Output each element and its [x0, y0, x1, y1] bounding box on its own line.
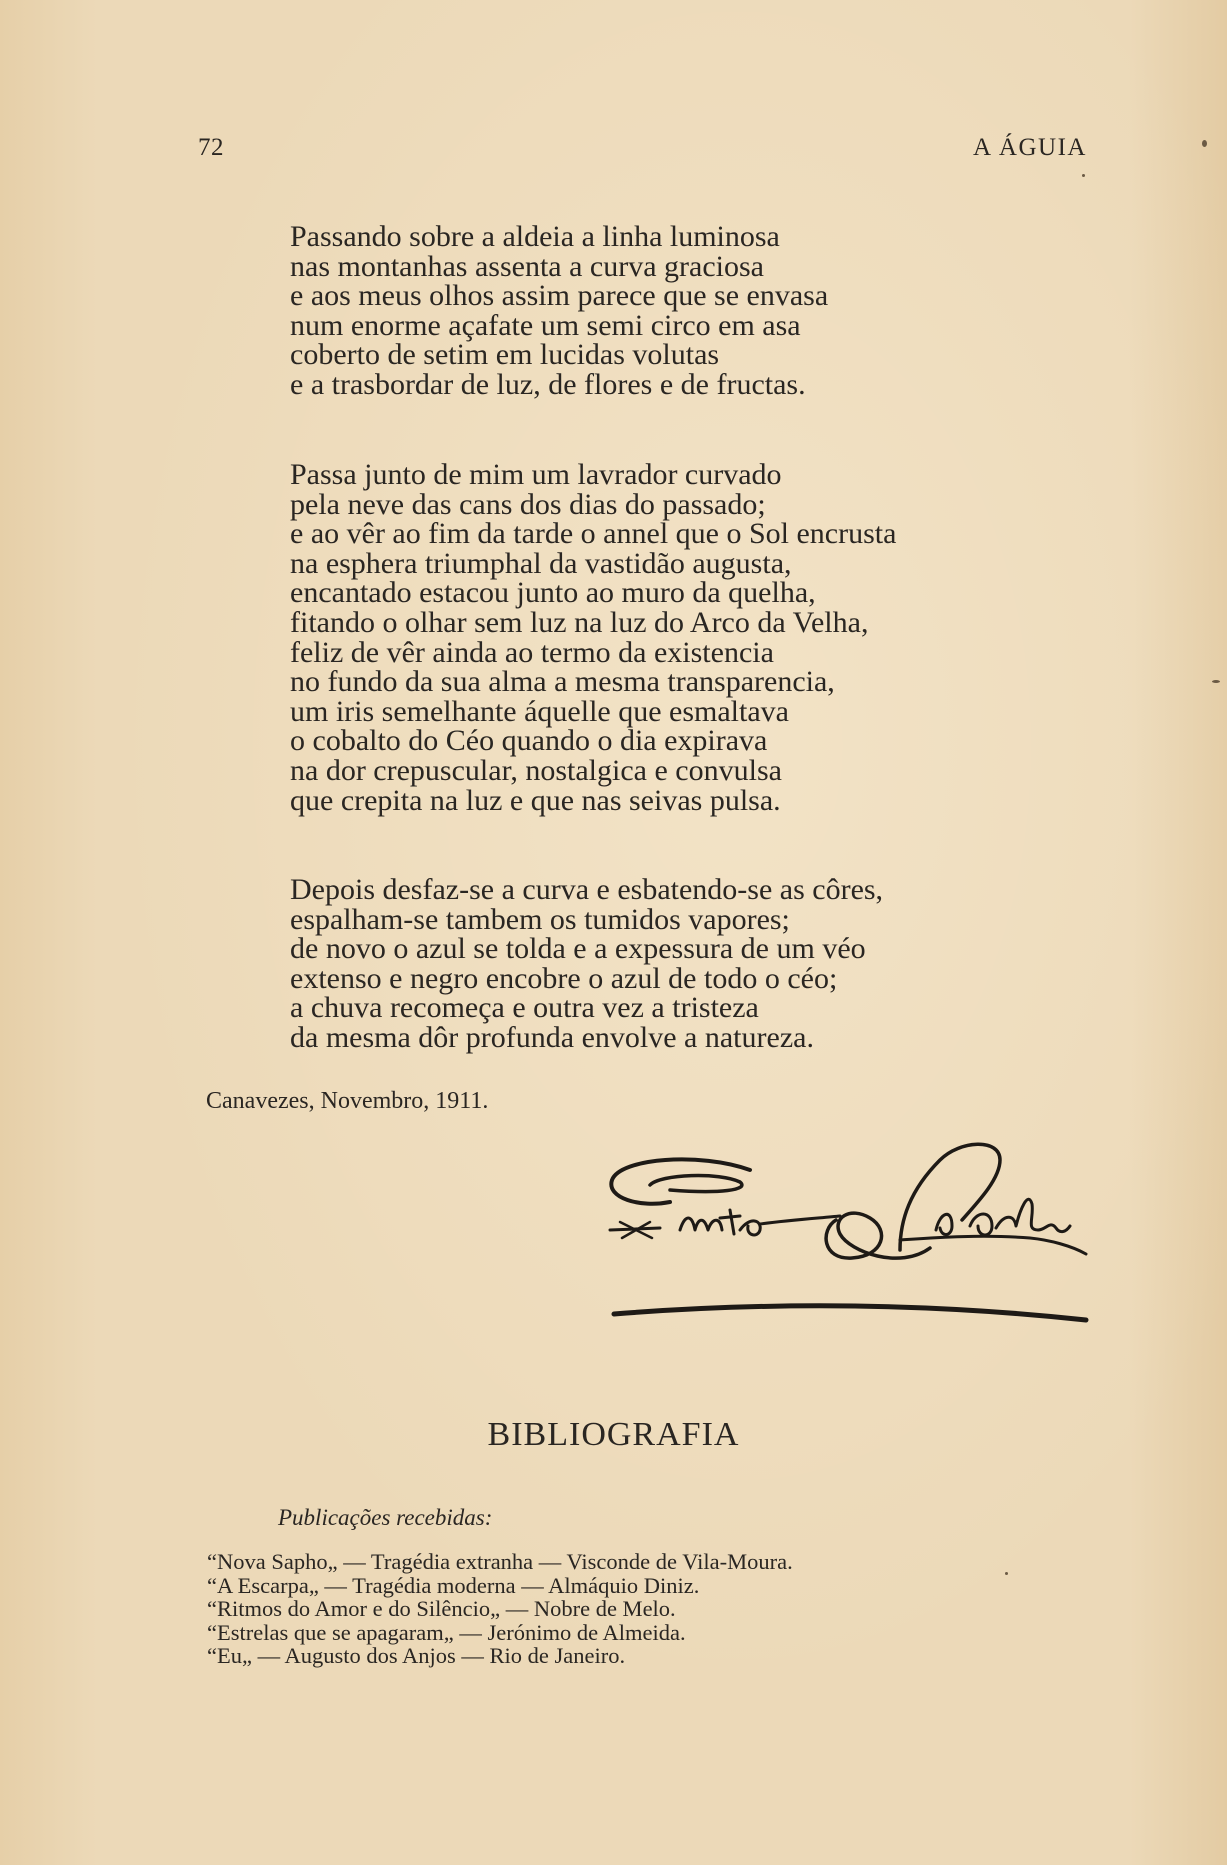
bibliography-entry: “Eu„ — Augusto dos Anjos — Rio de Janeiro.: [207, 1643, 626, 1669]
poem-line: feliz de vêr ainda ao termo da existencia: [290, 635, 774, 669]
poem-line: encantado estacou junto ao muro da quelha,: [290, 576, 816, 610]
poem-line: pela neve das cans dos dias do passado;: [290, 487, 766, 521]
section-heading: BIBLIOGRAFIA: [487, 1416, 740, 1453]
poem-line: num enorme açafate um semi circo em asa: [290, 308, 801, 342]
handwritten-signature: [600, 1130, 1090, 1330]
poem-line: na esphera triumphal da vastidão augusta,: [290, 546, 792, 580]
poem-line: extenso e negro encobre o azul de todo o céo;: [290, 961, 838, 995]
poem-stanza-2: [290, 460, 896, 815]
received-publications-label: Publicações recebidas:: [278, 1505, 493, 1530]
poem-stanza-3: [290, 875, 883, 1053]
poem-line: a chuva recomeça e outra vez a tristeza: [290, 991, 759, 1025]
place-date: Canavezes, Novembro, 1911.: [206, 1088, 489, 1114]
poem-line: e ao vêr ao fim da tarde o annel que o Sol encrusta: [290, 517, 897, 551]
poem-line: no fundo da sua alma a mesma transparencia,: [290, 665, 835, 699]
bibliography-entry: “Ritmos do Amor e do Silêncio„ — Nobre de Melo.: [207, 1596, 676, 1622]
poem-line: um iris semelhante áquelle que esmaltava: [290, 694, 789, 728]
bibliography-entry: “Nova Sapho„ — Tragédia extranha — Visconde de Vila-Moura.: [207, 1549, 793, 1574]
bibliography-entry: “A Escarpa„ — Tragédia moderna — Almáquio Diniz.: [207, 1572, 700, 1598]
poem-line: e aos meus olhos assim parece que se envasa: [290, 279, 829, 313]
page-number: 72: [198, 134, 224, 161]
bibliography-entry: “Estrelas que se apagaram„ — Jerónimo de Almeida.: [207, 1619, 686, 1645]
poem-line: nas montanhas assenta a curva graciosa: [290, 249, 764, 283]
poem-line: Depois desfaz-se a curva e esbatendo-se as côres,: [290, 873, 884, 906]
poem-stanza-1: [290, 222, 828, 400]
poem-line: Passando sobre a aldeia a linha luminosa: [290, 220, 780, 253]
paper-speck: [1212, 680, 1220, 683]
bibliography-list: [207, 1550, 793, 1668]
poem-line: e a trasbordar de luz, de flores e de fructas.: [290, 367, 806, 401]
journal-title: A ÁGUIA: [973, 134, 1087, 161]
poem-line: Passa junto de mim um lavrador curvado: [290, 458, 782, 491]
poem-line: fitando o olhar sem luz na luz do Arco da Velha,: [290, 605, 869, 639]
poem-line: de novo o azul se tolda e a expessura de um véo: [290, 932, 866, 966]
poem-line: que crepita na luz e que nas seivas pulsa.: [290, 783, 781, 817]
paper-speck: [1005, 1572, 1008, 1575]
paper-speck: [1202, 140, 1207, 147]
poem-line: da mesma dôr profunda envolve a natureza.: [290, 1020, 814, 1054]
poem-line: espalham-se tambem os tumidos vapores;: [290, 902, 790, 936]
paper-speck: [1082, 174, 1085, 177]
poem-line: coberto de setim em lucidas volutas: [290, 338, 720, 372]
poem-line: o cobalto do Céo quando o dia expirava: [290, 724, 768, 758]
poem-line: na dor crepuscular, nostalgica e convulsa: [290, 753, 782, 787]
